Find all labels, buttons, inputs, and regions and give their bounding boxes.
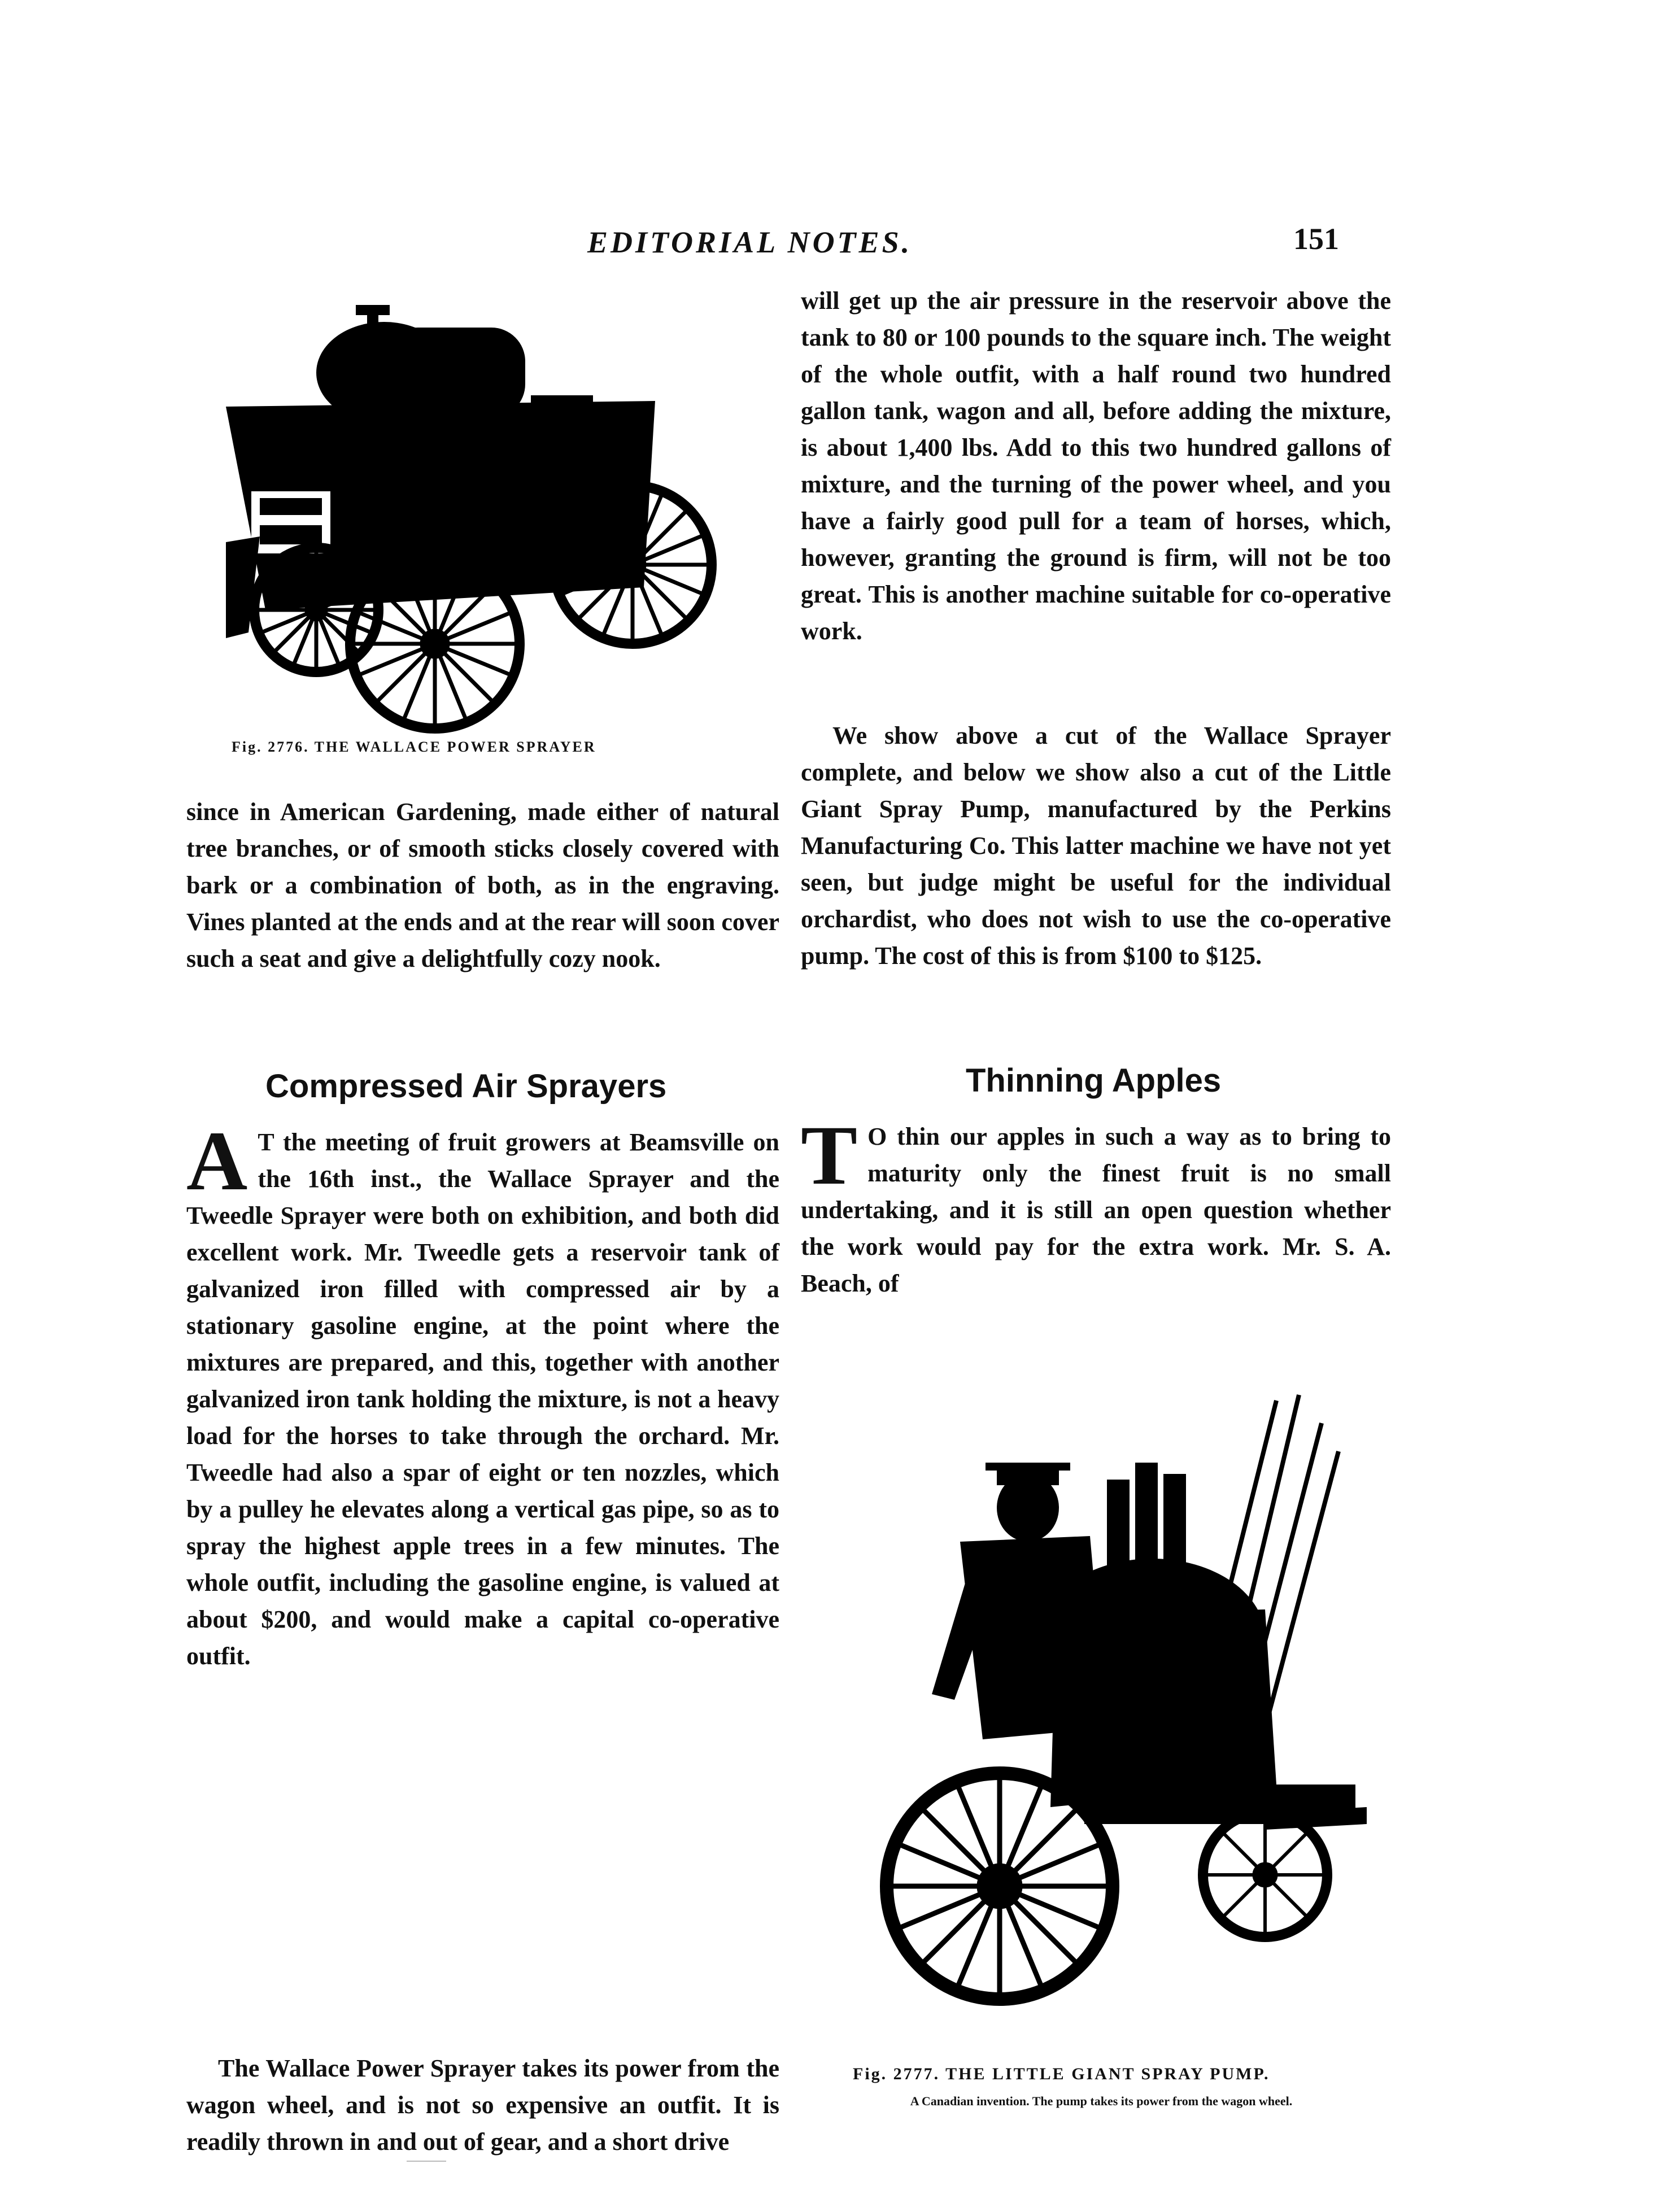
right-paragraph-1: will get up the air pressure in the reservoir above the tank to 80 or 100 pounds to the square inch. The weight of the whole outfit, with a half round two hundred gallon tank, wagon and all, before adding the mixture, is about 1,400 lbs. Add to this two hundred gallons of mixture, and the turning of the power wheel, and you have a fairly good pull for a team of horses, which, however, granting the ground is firm, will not be too great. This is another machine suitable for co-operative work. [801, 287, 1391, 645]
footer-rule [407, 2161, 446, 2162]
left-paragraph-1-text: T the meeting of fruit growers at Beamsville on the 16th inst., the Wallace Sprayer and the Tweedle Sprayer were both on exhibition, and both did excellent work. Mr. Tweedle gets a reservoir tank of galvanized iron filled with compressed air by a stationary gasoline engine, at the point where the mixtures are prepared, and this, together with another galvanized iron tank holding the mixture, is not a heavy load for the horses to take through the orchard. Mr. Tweedle had also a spar of eight or ten nozzles, which by a pulley he elevates along a vertical gas pipe, so as to spray the highest apple trees in a few minutes. The whole outfit, including the gasoline engine, is valued at about $200, and would make a capital co-operative outfit. [186, 1128, 779, 1670]
page-number: 151 [1293, 222, 1339, 256]
wallace-sprayer-illustration [215, 294, 723, 734]
figure-caption-sprayer: Fig. 2776. THE WALLACE POWER SPRAYER [232, 739, 596, 755]
heading-thinning-apples: Thinning Apples [966, 1062, 1222, 1099]
right-paragraph-3-text: O thin our apples in such a way as to bring to maturity only the finest fruit is no small undertaking, and it is still an open question whether the work would pay for the extra work. Mr. S. A. Beach, of [801, 1123, 1391, 1297]
right-paragraph-3 [801, 1109, 1391, 1302]
figure-caption-pump: Fig. 2777. THE LITTLE GIANT SPRAY PUMP. [853, 2065, 1270, 2083]
drop-cap-t: T [801, 1109, 858, 1202]
right-paragraph-2: We show above a cut of the Wallace Sprayer complete, and below we show also a cut of the Little Giant Spray Pump, manufactured by the Perkins Manufacturing Co. This latter machine we have not yet seen, but judge might be useful for the individual orchardist, who does not wish to use the co-operative pump. The cost of this is from $100 to $125. [801, 722, 1391, 970]
left-paragraph-2: The Wallace Power Sprayer takes its power from the wagon wheel, and is not so expensive an outfit. It is readily thrown in and out of gear, and a short drive [186, 2054, 779, 2156]
drop-cap-a: A [186, 1114, 248, 1208]
heading-compressed-air-sprayers: Compressed Air Sprayers [265, 1068, 667, 1105]
left-continuation-paragraph: since in American Gardening, made either of natural tree branches, or of smooth sticks closely covered with bark or a combination of both, as in the engraving. Vines planted at the ends and at the rear will soon cover such a seat and give a delightfully cozy nook. [186, 798, 779, 972]
little-giant-pump-illustration [870, 1378, 1378, 2044]
left-paragraph-1 [186, 1114, 779, 1674]
figure-note-pump: A Canadian invention. The pump takes its power from the wagon wheel. [910, 2094, 1293, 2108]
running-header-title: EDITORIAL NOTES. [587, 225, 913, 259]
